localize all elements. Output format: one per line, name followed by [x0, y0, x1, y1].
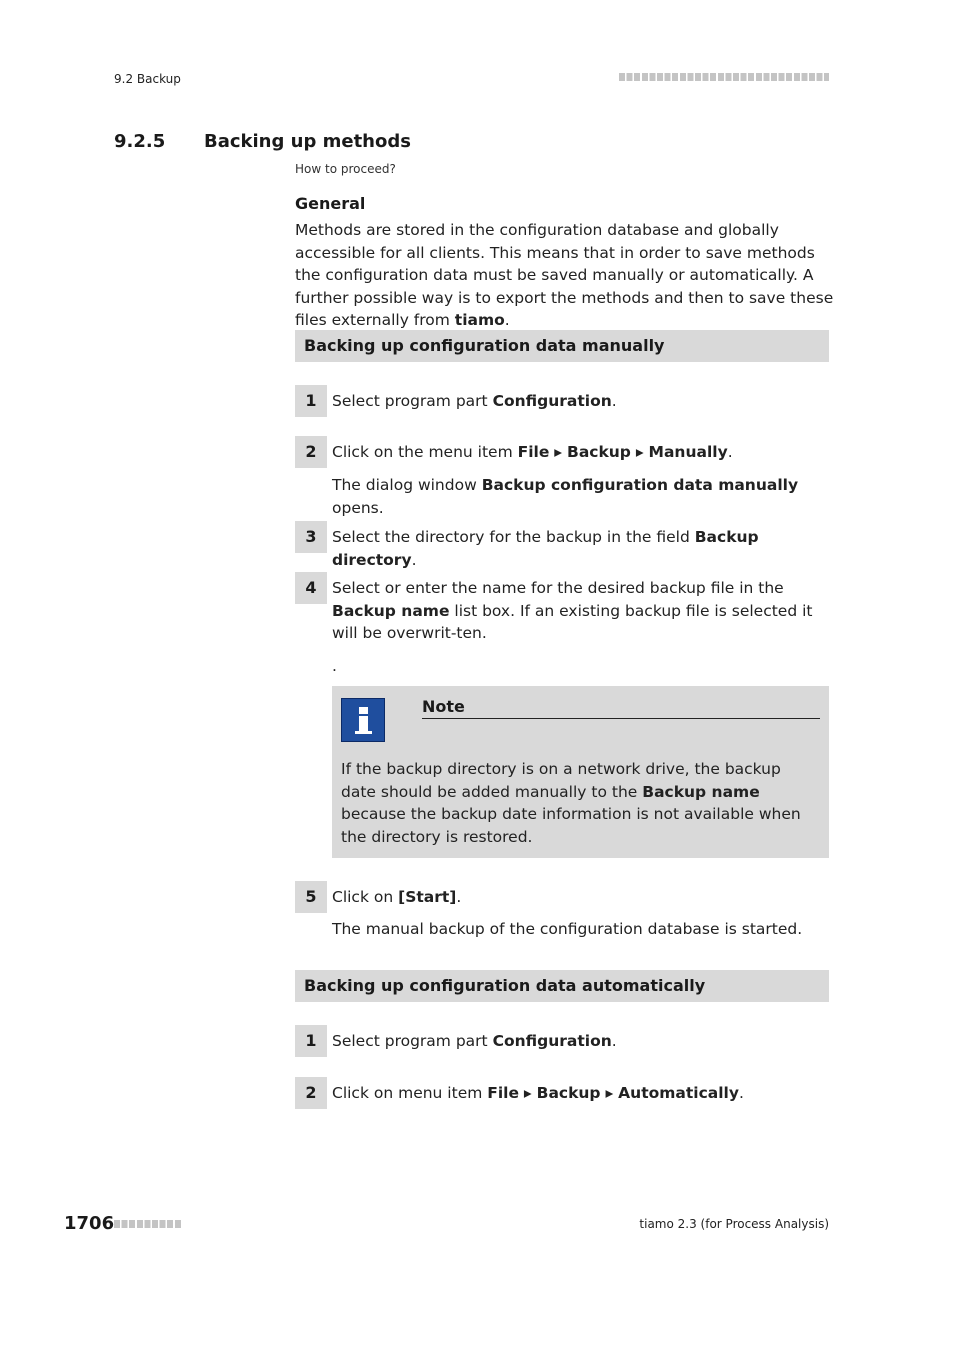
manual-heading: Backing up configuration data manually	[304, 336, 665, 355]
step-text	[332, 526, 832, 571]
step-text-part: .	[411, 550, 417, 569]
note-text	[341, 758, 811, 848]
info-icon	[341, 698, 385, 742]
step-text-part: Select program part	[332, 1032, 493, 1050]
automatic-heading-bar	[295, 970, 829, 1002]
step-text	[332, 441, 832, 464]
note-title: Note	[422, 697, 465, 716]
step-text-part: .	[727, 443, 733, 461]
step-text-bold: Backup	[567, 443, 631, 461]
step-text-bold: Manually	[648, 443, 728, 461]
footer-product: tiamo 2.3 (for Process Analysis)	[639, 1217, 829, 1231]
step-text	[332, 1030, 832, 1053]
note-text-bold: Backup name	[642, 782, 760, 801]
note-text-part: because the backup date information is not available when the directory is restored.	[341, 805, 801, 846]
step-text	[332, 577, 829, 645]
general-heading: General	[295, 194, 366, 213]
step-text-part: Click on menu item	[332, 1084, 488, 1102]
step-text-part: Select or enter the name for the desired backup file in the	[332, 579, 784, 597]
running-header-section: 9.2 Backup	[114, 72, 181, 86]
step-text-part: Click on the menu item	[332, 443, 518, 461]
step-text-part: .	[738, 1084, 744, 1102]
step-text	[332, 886, 832, 909]
step-text-bold: Backup directory	[332, 528, 759, 569]
menu-arrow-icon: ▸	[630, 443, 649, 461]
step-text-part: .	[611, 1032, 617, 1050]
step-text-bold: Backup name	[332, 601, 450, 620]
note-text-part: If the backup directory is on a network drive, the backup date should be added manually to the	[341, 760, 781, 801]
step-number: 1	[295, 385, 327, 417]
step-text	[332, 390, 832, 413]
section-title: Backing up methods	[204, 131, 411, 152]
automatic-heading: Backing up configuration data automatically	[304, 976, 706, 995]
step-text-bold: Configuration	[492, 392, 612, 410]
step-number: 4	[295, 572, 327, 604]
step-text-part: .	[456, 888, 462, 906]
general-paragraph	[295, 219, 835, 332]
step-extra: .	[332, 657, 337, 675]
menu-arrow-icon: ▸	[600, 1084, 619, 1102]
section-number: 9.2.5	[114, 131, 166, 152]
step-text-part: Select the directory for the backup in the field	[332, 528, 695, 546]
step-number: 1	[295, 1025, 327, 1057]
menu-arrow-icon: ▸	[549, 443, 567, 461]
step-result-bold: Backup configuration data manually	[481, 476, 799, 494]
menu-arrow-icon: ▸	[518, 1084, 537, 1102]
header-decoration	[619, 73, 829, 81]
step-text-bold: Backup	[536, 1084, 601, 1102]
step-number: 2	[295, 1077, 327, 1109]
general-text-bold: tiamo	[454, 311, 505, 330]
page-number: 1706	[64, 1213, 115, 1234]
step-text-part: list box. If an existing backup file is selected it will be overwrit-ten.	[332, 601, 813, 643]
step-number: 3	[295, 521, 327, 553]
step-result	[332, 474, 832, 519]
footer-decoration	[114, 1220, 182, 1228]
step-text-part: Select program part	[332, 392, 493, 410]
step-text-bold: File	[517, 443, 550, 461]
step-text-bold: [Start]	[398, 888, 457, 906]
general-text-end: .	[504, 311, 510, 330]
step-result-part: opens.	[332, 498, 384, 517]
step-text-part: .	[611, 392, 617, 410]
step-number: 2	[295, 436, 327, 468]
step-text-bold: Automatically	[618, 1084, 739, 1102]
step-number: 5	[295, 881, 327, 913]
step-text	[332, 1082, 832, 1105]
step-text-part: Click on	[332, 888, 399, 906]
note-divider	[422, 718, 820, 719]
step-result: The manual backup of the configuration database is started.	[332, 920, 803, 938]
section-subtitle: How to proceed?	[295, 162, 396, 176]
manual-heading-bar	[295, 330, 829, 362]
step-result-part: The dialog window	[332, 476, 482, 494]
general-text: Methods are stored in the configuration database and globally accessible for all clients. This means that in order to save methods the configuration data must be saved manually or automatically. A further possible way is to export the methods and then to save these files externally from	[295, 221, 834, 330]
step-text-bold: Configuration	[492, 1032, 612, 1050]
step-text-bold: File	[487, 1084, 519, 1102]
